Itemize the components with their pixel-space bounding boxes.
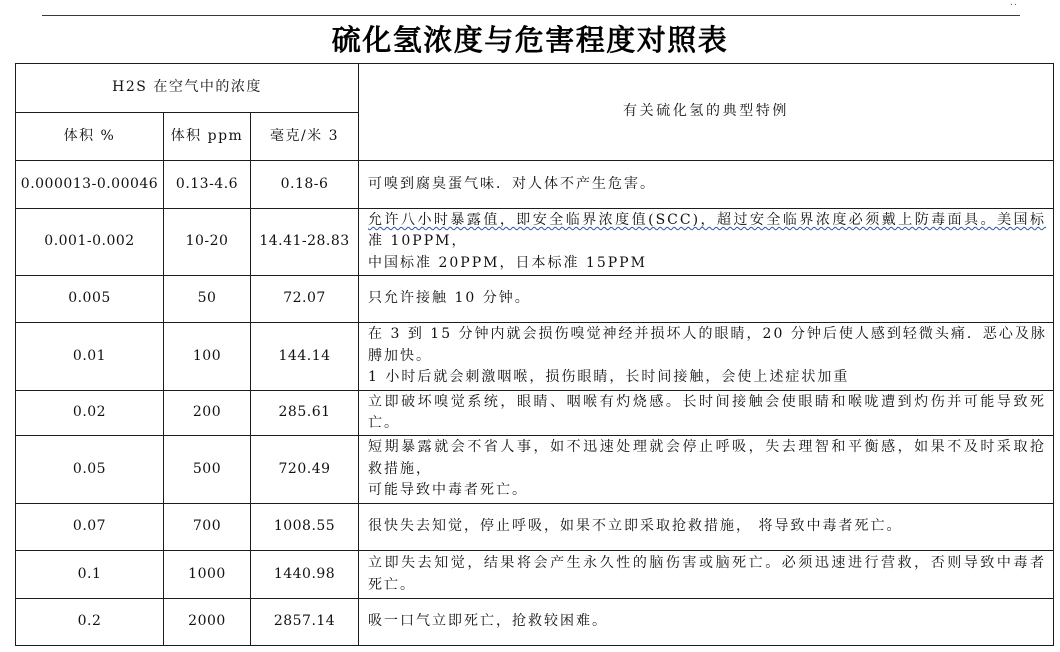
volume-percent-header: 体积 %: [16, 113, 164, 161]
header-rule: [42, 15, 1020, 16]
table-row: [16, 504, 1054, 551]
volume-ppm-cell: 0.13-4.6: [164, 161, 251, 209]
mg-per-m3-cell: 14.41-28.83: [251, 209, 359, 276]
volume-ppm-cell: 1000: [164, 551, 251, 599]
document-title: 硫化氢浓度与危害程度对照表: [331, 23, 729, 57]
h2s-hazard-table: [15, 63, 1054, 646]
table-row: [16, 323, 1054, 391]
description-line: 中国标准 20PPM，日本标准 15PPM: [368, 254, 647, 271]
description-line: 允许八小时暴露值，即安全临界浓度值(SCC)，超过安全临界浓度必须戴上防毒面具。美国标: [368, 211, 1047, 228]
description-line: 吸一口气立即死亡，抢救较困难。: [368, 613, 609, 630]
description-line: 准 10PPM，: [368, 233, 468, 250]
mg-per-m3-cell: 2857.14: [251, 599, 359, 646]
description-cell: [359, 551, 1054, 599]
table-row: [16, 551, 1054, 599]
description-line: 救措施，: [368, 460, 433, 477]
description-line: 可嗅到腐臭蛋气味．对人体不产生危害。: [368, 175, 657, 192]
mg-per-m3-header: 毫克/米 3: [251, 113, 359, 161]
volume-percent-cell: 0.01: [16, 323, 164, 391]
volume-ppm-header: 体积 ppm: [164, 113, 251, 161]
description-line: 膊加快。: [368, 347, 433, 364]
mg-per-m3-cell: 72.07: [251, 276, 359, 323]
corner-mark: ..: [1010, 0, 1018, 8]
description-line: 只允许接触 10 分钟。: [368, 290, 531, 307]
volume-ppm-cell: 50: [164, 276, 251, 323]
volume-percent-cell: 0.07: [16, 504, 164, 551]
mg-per-m3-cell: 285.61: [251, 391, 359, 436]
mg-per-m3-cell: 720.49: [251, 436, 359, 504]
description-header: 有关硫化氢的典型特例: [359, 64, 1054, 161]
description-line: 亡。: [368, 415, 401, 431]
table-row: [16, 436, 1054, 504]
concentration-group-header: H2S 在空气中的浓度: [16, 64, 359, 113]
mg-per-m3-cell: 144.14: [251, 323, 359, 391]
description-cell: [359, 323, 1054, 391]
description-cell: [359, 436, 1054, 504]
description-line: 1 小时后就会刺激咽喉，损伤眼睛，长时间接触，会使上述症状加重: [368, 369, 850, 386]
description-cell: [359, 504, 1054, 551]
description-cell: [359, 209, 1054, 276]
description-line: 死亡。: [368, 576, 417, 593]
volume-ppm-cell: 100: [164, 323, 251, 391]
description-cell: [359, 599, 1054, 646]
volume-percent-cell: 0.005: [16, 276, 164, 323]
table-row: [16, 276, 1054, 323]
volume-ppm-cell: 700: [164, 504, 251, 551]
volume-percent-cell: 0.001-0.002: [16, 209, 164, 276]
description-line: 很快失去知觉，停止呼吸，如果不立即采取抢救措施， 将导致中毒者死亡。: [368, 518, 903, 535]
mg-per-m3-cell: 1008.55: [251, 504, 359, 551]
volume-percent-cell: 0.1: [16, 551, 164, 599]
table-row: [16, 161, 1054, 209]
volume-percent-cell: 0.05: [16, 436, 164, 504]
description-cell: [359, 391, 1054, 436]
volume-ppm-cell: 500: [164, 436, 251, 504]
description-line: 短期暴露就会不省人事，如不迅速处理就会停止呼吸，失去理智和平衡感，如果不及时采取抢: [368, 439, 1047, 456]
table-row: [16, 599, 1054, 646]
table-row: [16, 391, 1054, 436]
description-cell: [359, 161, 1054, 209]
volume-percent-cell: 0.000013-0.00046: [16, 161, 164, 209]
volume-ppm-cell: 200: [164, 391, 251, 436]
description-line: 立即失去知觉，结果将会产生永久性的脑伤害或脑死亡。必须迅速进行营救，否则导致中毒者: [368, 555, 1047, 571]
table-header-row: [16, 64, 1054, 113]
description-line: 在 3 到 15 分钟内就会损伤嗅觉神经并损坏人的眼睛，20 分钟后使人感到轻微头痛．恶心及脉: [368, 326, 1047, 343]
description-line: 可能导致中毒者死亡。: [368, 482, 529, 499]
volume-percent-cell: 0.2: [16, 599, 164, 646]
volume-percent-cell: 0.02: [16, 391, 164, 436]
volume-ppm-cell: 10-20: [164, 209, 251, 276]
mg-per-m3-cell: 1440.98: [251, 551, 359, 599]
volume-ppm-cell: 2000: [164, 599, 251, 646]
description-line: 立即破坏嗅觉系统，眼睛、咽喉有灼烧感。长时间接触会使眼睛和喉咙遭到灼伤并可能导致死: [368, 393, 1047, 410]
mg-per-m3-cell: 0.18-6: [251, 161, 359, 209]
description-cell: [359, 276, 1054, 323]
table-row: [16, 209, 1054, 276]
